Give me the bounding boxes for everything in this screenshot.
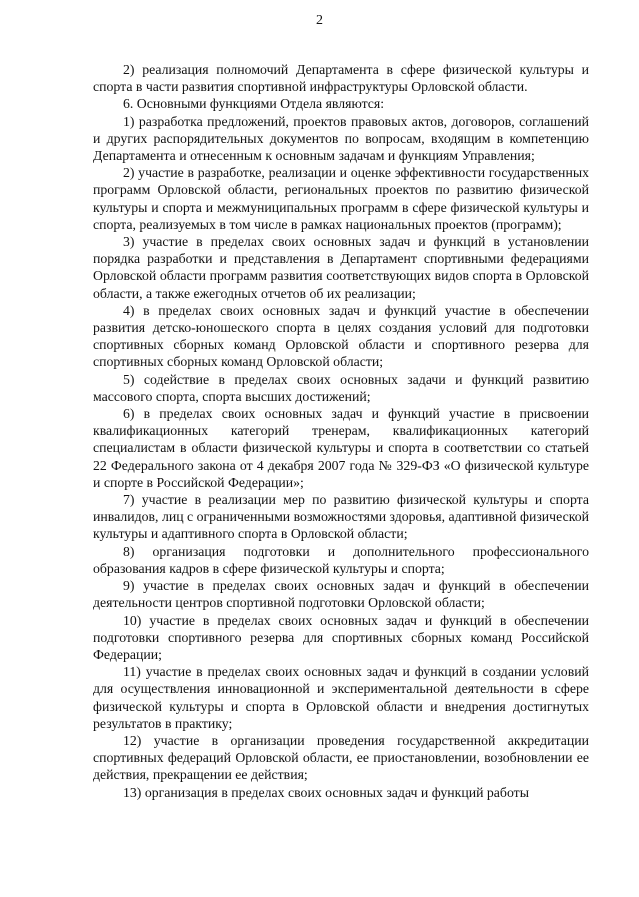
paragraph: 8) организация подготовки и дополнительного профессионального образования кадров в сфере физической культуры и спорта; <box>93 543 589 576</box>
paragraph: 2) участие в разработке, реализации и оценке эффективности государственных программ Орловской области, региональных проектов по развитию физической культуры и спорта и межмуниципальных программ в сфере физической культуры и спорта, реализуемых в том числе в рамках национальных проектов (программ); <box>93 165 589 232</box>
paragraph: 4) в пределах своих основных задач и функций участие в обеспечении развития детско-юношеского спорта в целях создания условий для подготовки спортивных сборных команд Орловской области и спортивного резерва для спортивных сборных команд Орловской области; <box>93 302 589 370</box>
paragraph: 6. Основными функциями Отдела являются: <box>123 96 385 112</box>
paragraph: 10) участие в пределах своих основных задач и функций в обеспечении подготовки спортивного резерва для спортивных сборных команд Российской Федерации; <box>93 612 589 662</box>
paragraph: 9) участие в пределах своих основных задач и функций в обеспечении деятельности центров спортивной подготовки Орловской области; <box>93 578 589 611</box>
paragraph: 12) участие в организации проведения государственной аккредитации спортивных федераций Орловской области, ее приостановлении, возобновлении ее действия, прекращении ее действия; <box>93 732 589 783</box>
paragraph: 2) реализация полномочий Департамента в сфере физической культуры и спорта в части развития спортивной инфраструктуры Орловской области. <box>93 62 589 95</box>
paragraph: 13) организация в пределах своих основных задач и функций работы <box>123 784 529 800</box>
paragraph: 11) участие в пределах своих основных задач и функций в создании условий для осуществления инновационной и экспериментальной деятельности в сфере физической культуры и спорта в Орловской области и внедрения достигнутых результатов в практику; <box>93 664 589 731</box>
page-number: 2 <box>316 13 323 28</box>
paragraph: 7) участие в реализации мер по развитию физической культуры и спорта инвалидов, лиц с ограниченными возможностями здоровья, адаптивной физической культуры и адаптивного спорта в Орловской области; <box>93 492 589 542</box>
paragraph: 1) разработка предложений, проектов правовых актов, договоров, соглашений и других распорядительных документов по вопросам, входящим в компетенцию Департамента и отнесенным к основным задачам и функциям Управления; <box>93 113 589 164</box>
document-body <box>93 61 589 801</box>
paragraph: 3) участие в пределах своих основных задач и функций в установлении порядка разработки и представления в Департамент спортивными федерациями Орловской области программ развития соответствующих видов спорта в Орловской области, а также ежегодных отчетов об их реализации; <box>93 234 589 301</box>
paragraph: 5) содействие в пределах своих основных задачи и функций развитию массового спорта, спорта высших достижений; <box>93 371 589 404</box>
paragraph: 6) в пределах своих основных задач и функций участие в присвоении квалификационных категорий тренерам, квалификационных категорий специалистам в области физической культуры и спорта в соответствии со статьей 22 Федерального закона от 4 декабря 2007 года № 329-ФЗ «О физической культуре и спорте в Российской Федерации»; <box>93 406 589 490</box>
